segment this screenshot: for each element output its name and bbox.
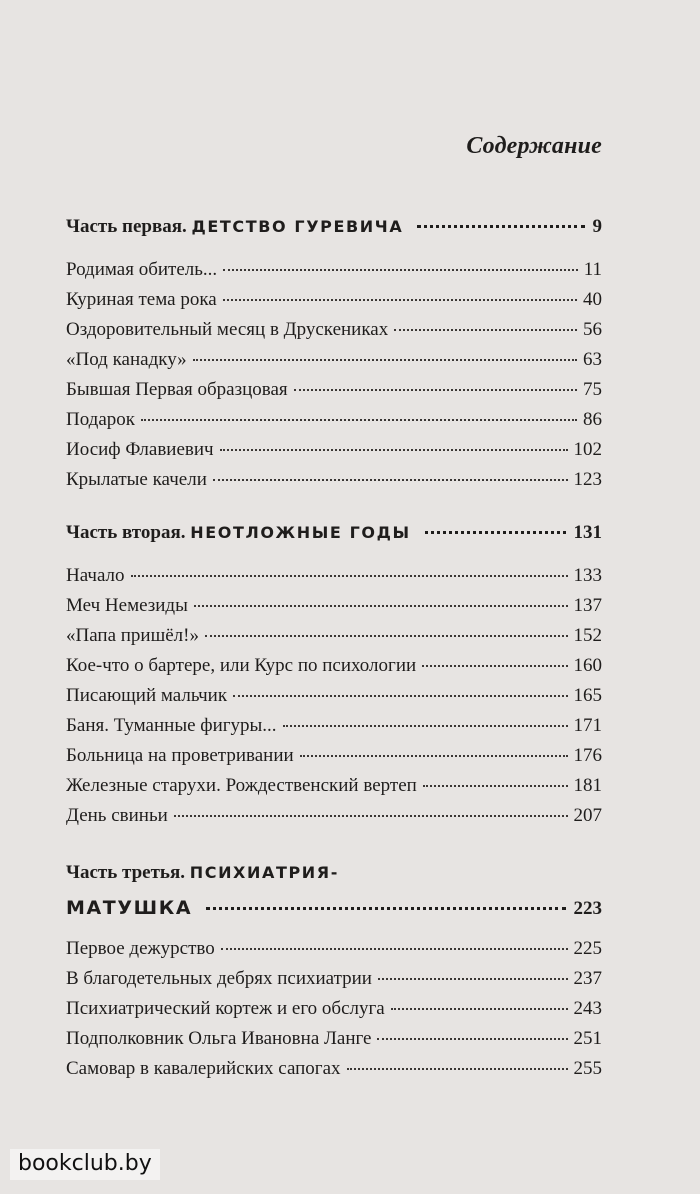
- dot-leader: [347, 1068, 568, 1070]
- entry-title: Оздоровительный месяц в Друскениках: [66, 319, 389, 340]
- toc-entry: [66, 595, 602, 623]
- dot-leader: [221, 948, 568, 950]
- toc-entry: [66, 775, 602, 803]
- entry-title: Крылатые качели: [66, 469, 207, 490]
- dot-leader: [223, 299, 577, 301]
- entry-page: 237: [573, 968, 602, 989]
- dot-leader: [193, 359, 577, 361]
- dot-leader: [131, 575, 568, 577]
- dot-leader: [394, 329, 577, 331]
- entry-title: Баня. Туманные фигуры...: [66, 715, 277, 736]
- dot-leader: [174, 815, 568, 817]
- part-page: 131: [573, 522, 602, 543]
- dot-leader: [194, 605, 568, 607]
- entry-page: 165: [573, 685, 602, 706]
- entry-page: 255: [573, 1058, 602, 1079]
- toc-entry: [66, 745, 602, 773]
- entry-title: Самовар в кавалерийских сапогах: [66, 1058, 341, 1079]
- entry-title: Больница на проветривании: [66, 745, 294, 766]
- entry-title: Родимая обитель...: [66, 259, 218, 280]
- part-title: НЕОТЛОЖНЫЕ ГОДЫ: [190, 523, 411, 542]
- entry-page: 160: [573, 655, 602, 676]
- toc-entry: [66, 379, 602, 407]
- dot-leader: [205, 635, 568, 637]
- part-title: ПСИХИАТРИЯ-: [189, 863, 339, 882]
- toc-entry: [66, 968, 602, 996]
- toc-entry: [66, 259, 602, 287]
- dot-leader: [294, 389, 577, 391]
- entry-page: 102: [573, 439, 602, 460]
- part-page: 9: [592, 216, 602, 237]
- toc-entry: [66, 938, 602, 966]
- toc-entry: [66, 1058, 602, 1086]
- toc-entry: [66, 565, 602, 593]
- toc-entry: [66, 469, 602, 497]
- toc-entry: [66, 1028, 602, 1056]
- entry-page: 11: [583, 259, 602, 280]
- entry-title: Первое дежурство: [66, 938, 215, 959]
- part-3-heading-line2: [66, 897, 602, 925]
- page-title: Содержание: [466, 133, 602, 159]
- entry-title: Писающий мальчик: [66, 685, 228, 706]
- dot-leader: [422, 665, 567, 667]
- dot-leader: [377, 1038, 567, 1040]
- entry-page: 171: [573, 715, 602, 736]
- entry-title: День свиньи: [66, 805, 168, 826]
- entry-page: 243: [573, 998, 602, 1019]
- part-title: ДЕТСТВО ГУРЕВИЧА: [191, 217, 404, 236]
- entry-title: Подполковник Ольга Ивановна Ланге: [66, 1028, 372, 1049]
- dot-leader: [223, 269, 578, 271]
- dot-leader: [206, 907, 565, 910]
- entry-page: 152: [573, 625, 602, 646]
- part-1-heading: [66, 216, 602, 244]
- watermark-link[interactable]: bookclub.by: [10, 1149, 160, 1180]
- entry-title: В благодетельных дебрях психиатрии: [66, 968, 372, 989]
- entry-title: Железные старухи. Рождественский вертеп: [66, 775, 417, 796]
- part-title: МАТУШКА: [66, 897, 193, 919]
- entry-page: 137: [573, 595, 602, 616]
- dot-leader: [425, 531, 566, 534]
- entry-page: 251: [573, 1028, 602, 1049]
- part-label: Часть первая.: [66, 216, 187, 237]
- entry-page: 123: [573, 469, 602, 490]
- toc-entry: [66, 715, 602, 743]
- toc-entry: [66, 319, 602, 347]
- part-2-heading: [66, 522, 602, 550]
- entry-title: Куриная тема рока: [66, 289, 217, 310]
- dot-leader: [423, 785, 568, 787]
- entry-title: Подарок: [66, 409, 136, 430]
- toc-entry: [66, 998, 602, 1026]
- entry-page: 207: [573, 805, 602, 826]
- entry-page: 40: [583, 289, 602, 310]
- entry-page: 181: [573, 775, 602, 796]
- entry-title: Психиатрический кортеж и его обслуга: [66, 998, 385, 1019]
- entry-page: 133: [573, 565, 602, 586]
- entry-title: Меч Немезиды: [66, 595, 188, 616]
- entry-page: 56: [583, 319, 602, 340]
- entry-page: 86: [583, 409, 602, 430]
- dot-leader: [391, 1008, 568, 1010]
- dot-leader: [283, 725, 568, 727]
- part-page: 223: [573, 898, 602, 919]
- entry-title: «Под канадку»: [66, 349, 187, 370]
- dot-leader: [417, 225, 584, 228]
- entry-title: Кое-что о бартере, или Курс по психологии: [66, 655, 417, 676]
- toc-entry: [66, 289, 602, 317]
- dot-leader: [300, 755, 568, 757]
- toc-entry: [66, 439, 602, 467]
- dot-leader: [378, 978, 568, 980]
- entry-page: 63: [583, 349, 602, 370]
- entry-page: 75: [583, 379, 602, 400]
- toc-entry: [66, 625, 602, 653]
- entry-title: Иосиф Флавиевич: [66, 439, 214, 460]
- dot-leader: [213, 479, 568, 481]
- dot-leader: [141, 419, 577, 421]
- part-label: Часть вторая.: [66, 522, 186, 543]
- toc-entry: [66, 349, 602, 377]
- dot-leader: [220, 449, 568, 451]
- toc-entry: [66, 655, 602, 683]
- dot-leader: [233, 695, 567, 697]
- entry-page: 225: [573, 938, 602, 959]
- entry-title: «Папа пришёл!»: [66, 625, 199, 646]
- part-label: Часть третья.: [66, 862, 185, 883]
- toc-entry: [66, 409, 602, 437]
- part-3-heading-line1: [66, 862, 339, 890]
- toc-entry: [66, 805, 602, 833]
- entry-title: Бывшая Первая образцовая: [66, 379, 288, 400]
- entry-page: 176: [573, 745, 602, 766]
- entry-title: Начало: [66, 565, 125, 586]
- toc-entry: [66, 685, 602, 713]
